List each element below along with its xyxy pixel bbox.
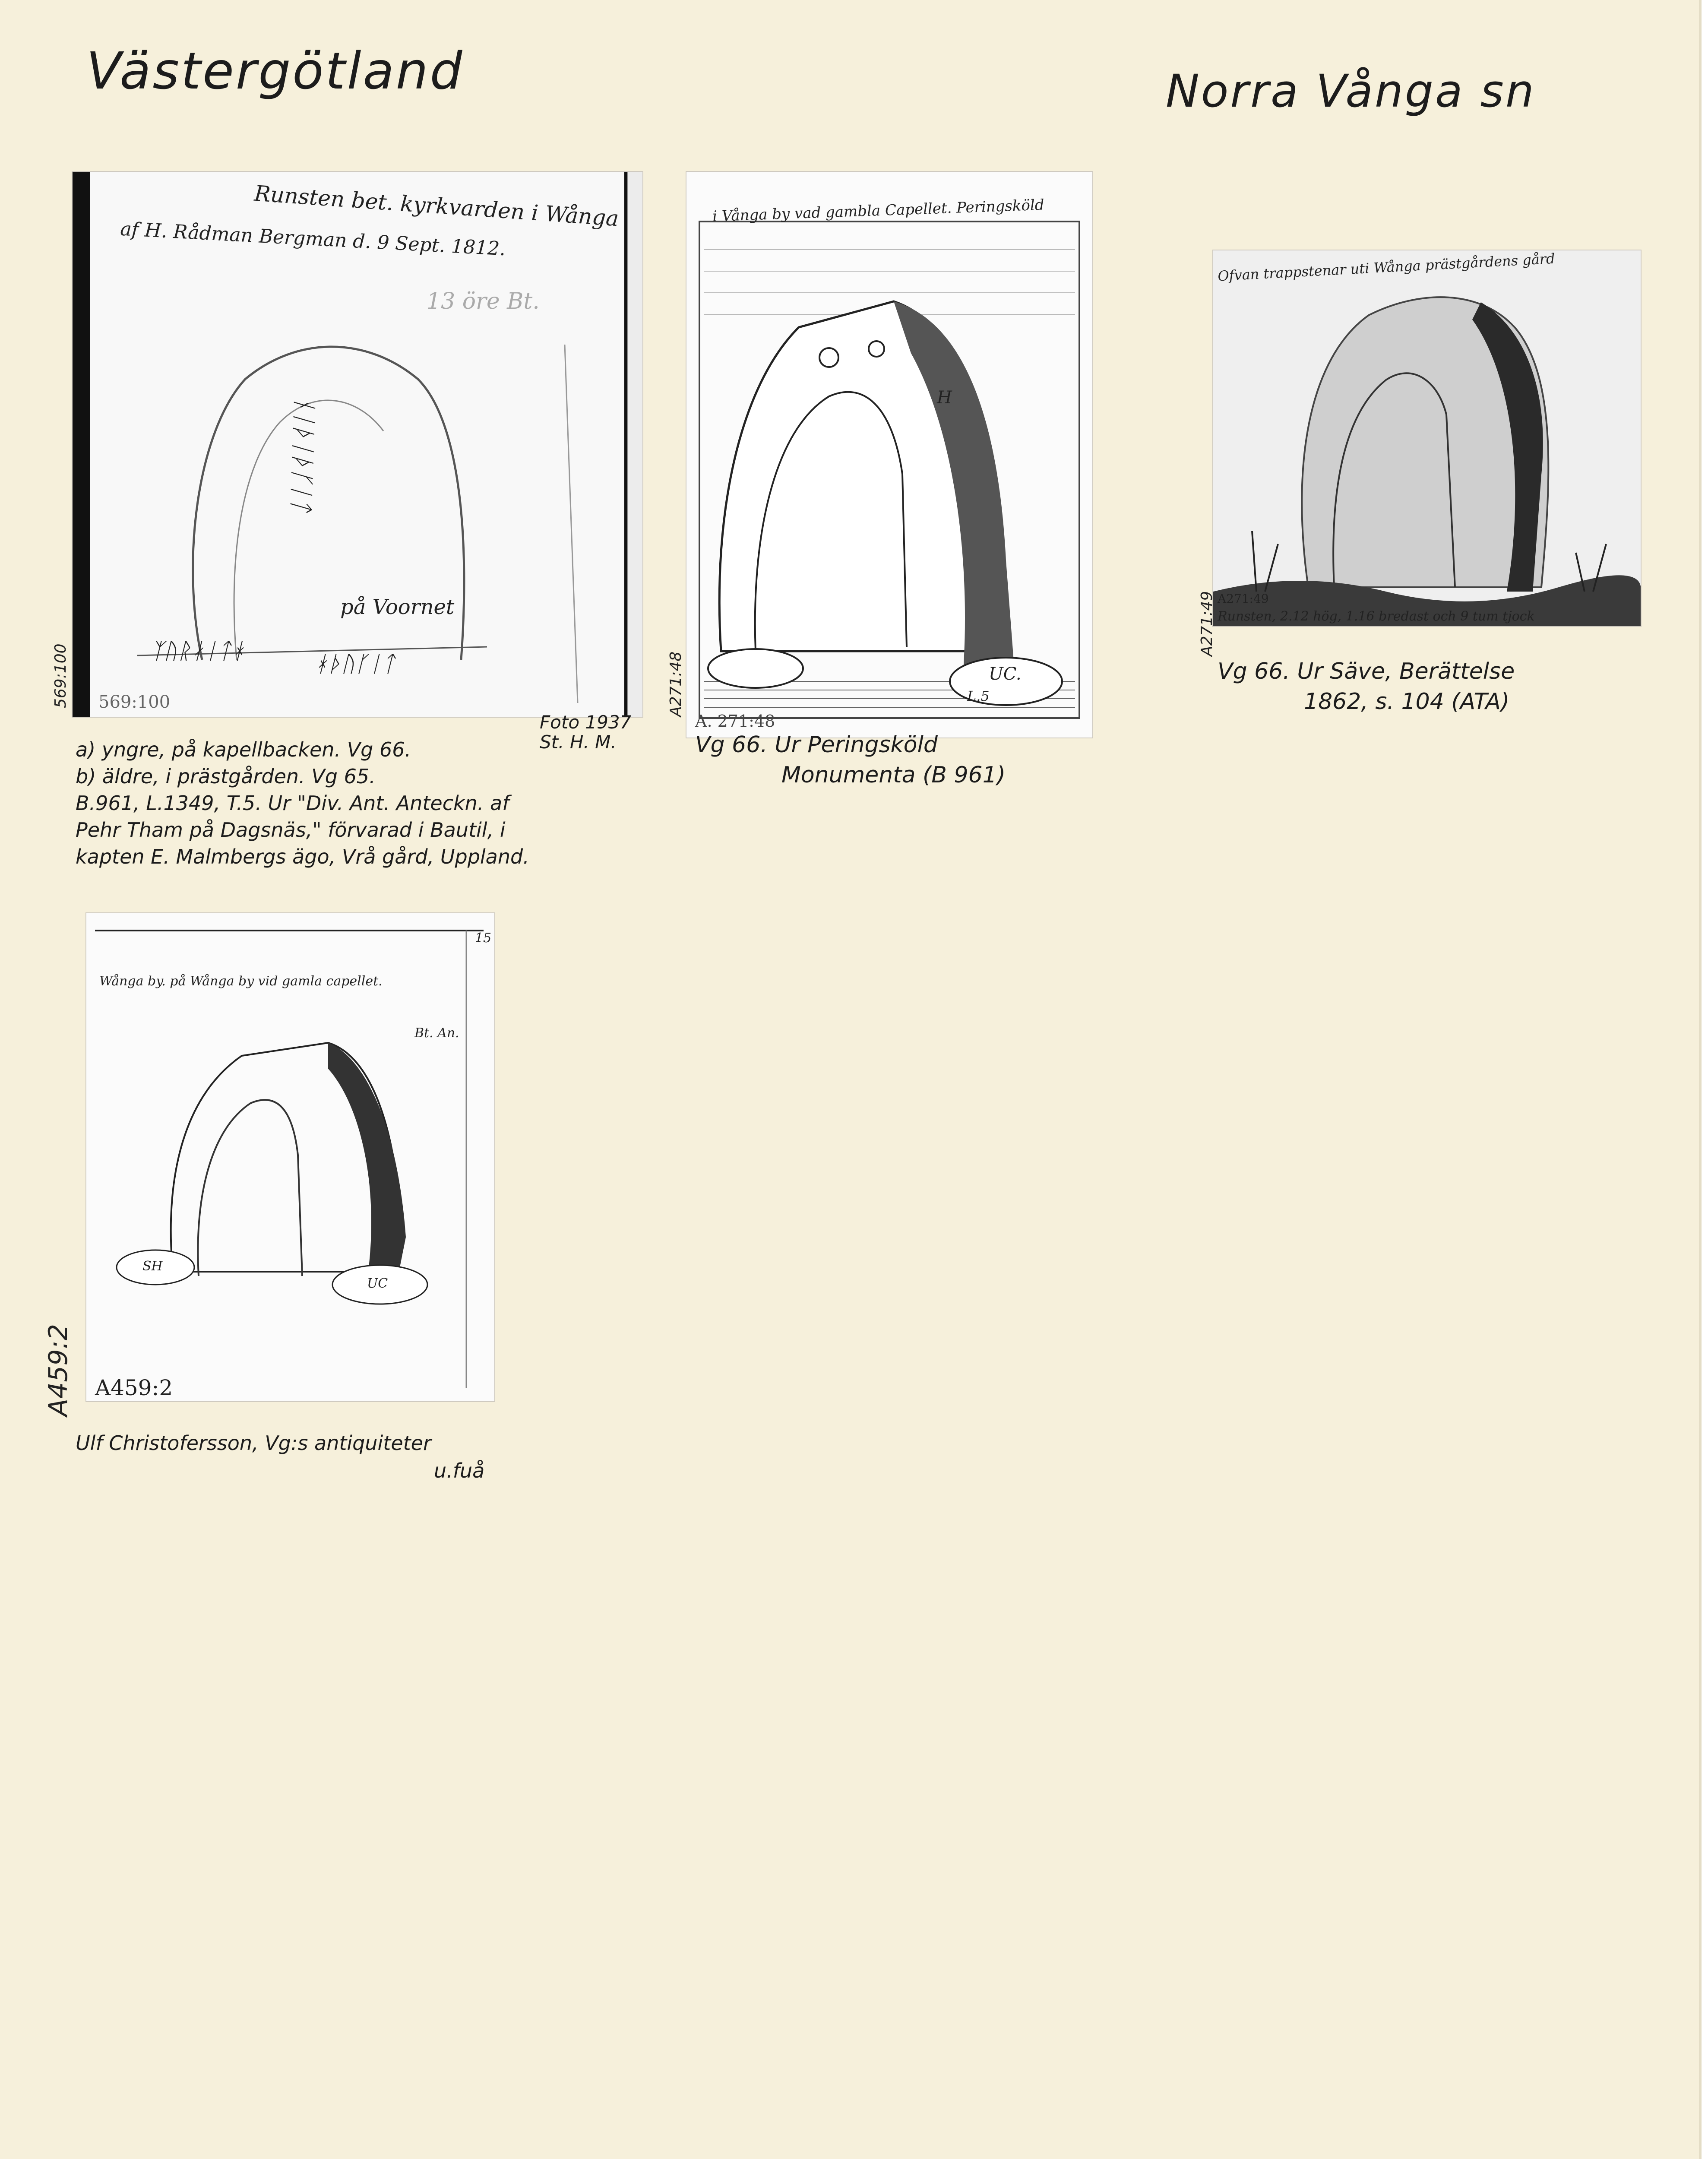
caption-photo-2 <box>695 730 1006 790</box>
photo-4-side-number: A459:2 <box>43 1324 73 1416</box>
photo-4-mark-uc: UC <box>367 1276 388 1291</box>
photo-3-top-text: Ofvan trappstenar uti Wånga prästgårdens gård <box>1217 250 1556 285</box>
rune-stone-lithograph <box>1213 250 1641 626</box>
photo-2-mark-uc: UC. <box>989 664 1022 684</box>
caption-2-line: Monumenta (B 961) <box>781 762 1006 788</box>
caption-1-line: B.961, L.1349, T.5. Ur "Div. Ant. Anteckn. af <box>76 791 509 815</box>
photo-bergman-drawing <box>73 172 642 717</box>
parish-title: Norra Vånga sn <box>1166 65 1536 117</box>
caption-1-line: a) yngre, på kapellbacken. Vg 66. <box>76 738 411 761</box>
photo-1-drawn-by: af H. Rådman Bergman d. 9 Sept. 1812. <box>120 218 506 260</box>
photo-1-runes-bottom: ᛉᚢᚱᛅᛁᛏᚼ <box>150 638 245 664</box>
credit-line: Foto 1937 <box>540 712 632 733</box>
photo-save-illustration <box>1213 250 1641 626</box>
photo-2-mark-h: H <box>937 388 952 408</box>
photo-1-side-number: 569:100 <box>52 643 70 708</box>
photo-peringskold <box>686 172 1092 738</box>
photo-1-note: Runsten bet. kyrkvarden i Wånga <box>253 180 620 231</box>
photo-1-location: på Voornet <box>340 595 455 619</box>
photo-4-mark-corner: 15 <box>475 931 492 946</box>
caption-1-line: b) äldre, i prästgården. Vg 65. <box>76 765 376 788</box>
photo-2-mark-l5: L.5 <box>967 688 990 704</box>
caption-3-line: Vg 66. Ur Säve, Berättelse <box>1218 658 1515 684</box>
photo-1-neg-number: 569:100 <box>98 692 171 712</box>
photo-4-neg-number: A459:2 <box>95 1375 173 1400</box>
province-title: Västergötland <box>86 41 464 101</box>
photo-4-top-text: Wånga by. på Wånga by vid gamla capellet. <box>99 974 383 989</box>
credit-line: St. H. M. <box>540 731 617 753</box>
photo-2-top-text: i Vånga by vad gambla Capellet. Peringsköld <box>712 196 1045 225</box>
caption-2-line: Vg 66. Ur Peringsköld <box>695 732 938 758</box>
photo-4-mark-bt: Bt. An. <box>414 1026 459 1041</box>
caption-4-line: u.fuå <box>434 1459 485 1482</box>
caption-photo-1-credit <box>540 712 631 752</box>
photo-3-bottom-text: Runsten, 2.12 hög, 1.16 bredast och 9 tum tjock <box>1218 609 1535 624</box>
caption-4-line: Ulf Christofersson, Vg:s antiquiteter <box>76 1431 431 1455</box>
caption-photo-4 <box>76 1429 484 1485</box>
rune-stone-sketch <box>73 172 642 717</box>
caption-1-line: Pehr Tham på Dagsnäs," förvarad i Bautil, i <box>76 818 506 842</box>
photo-2-neg-number: A. 271:48 <box>695 712 775 731</box>
caption-1-line: kapten E. Malmbergs ägo, Vrå gård, Uppland. <box>76 845 529 868</box>
photo-2-side-number: A271:48 <box>667 651 685 717</box>
photo-3-neg-number: A271:49 <box>1218 592 1269 606</box>
photo-1-pencil-mark: 13 öre Bt. <box>427 288 540 314</box>
caption-photo-3 <box>1218 656 1515 717</box>
caption-3-line: 1862, s. 104 (ATA) <box>1304 689 1510 715</box>
photo-1-runes-bottom-right: ᚼᚦᚢᚴᛁᛏ <box>314 651 395 677</box>
rune-stone-engraving <box>686 172 1092 738</box>
caption-photo-1 <box>76 736 529 870</box>
photo-4-mark-sh: SH <box>142 1259 163 1274</box>
photo-1-runes-right: ᚾᛁᚦᛁᚦᚴᛁᛏ <box>286 395 319 513</box>
photo-3-side-number: A271:49 <box>1198 591 1216 656</box>
photo-christofersson <box>86 913 494 1401</box>
